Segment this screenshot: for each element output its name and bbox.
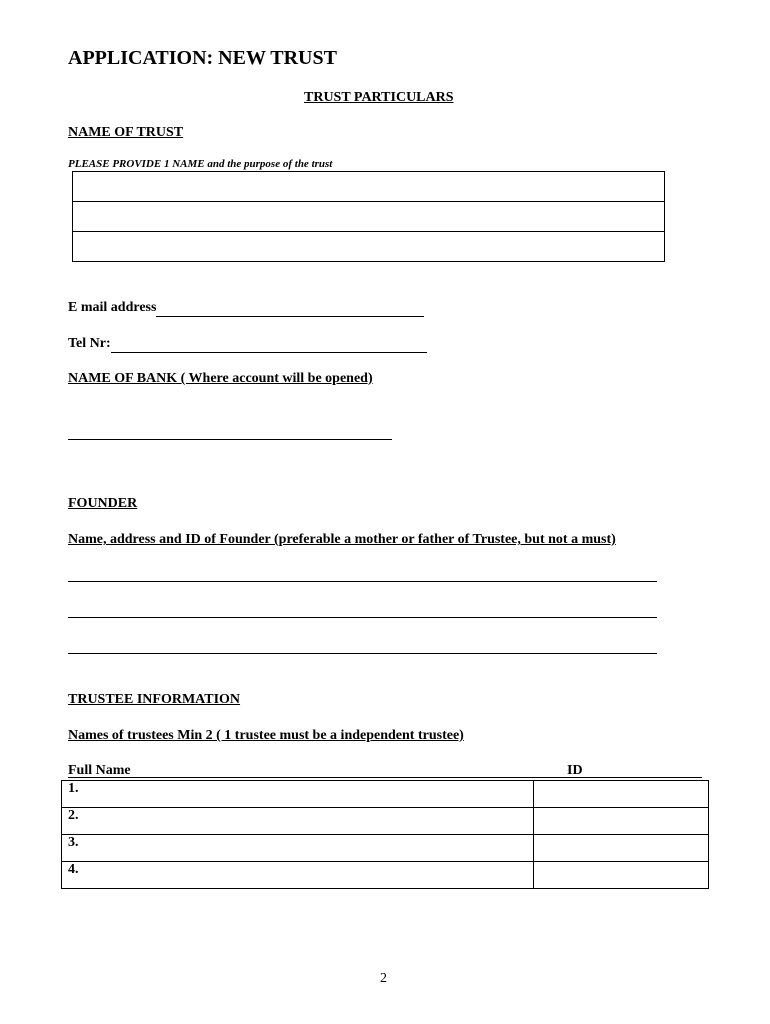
trustee-id-cell[interactable] <box>534 781 709 808</box>
trust-particulars-heading: TRUST PARTICULARS <box>304 90 454 105</box>
founder-heading: FOUNDER <box>68 496 138 511</box>
email-label: E mail address <box>68 300 157 315</box>
trustee-id-cell[interactable] <box>534 808 709 835</box>
trustee-header-rule <box>68 777 702 778</box>
trust-name-field-2[interactable] <box>73 202 665 232</box>
email-row <box>68 300 424 317</box>
founder-instruction: Name, address and ID of Founder (preferable a mother or father of Trustee, but not a must) <box>68 532 616 547</box>
table-row <box>62 781 709 808</box>
founder-line-3[interactable] <box>68 653 657 654</box>
tel-field[interactable] <box>111 336 427 353</box>
founder-line-1[interactable] <box>68 581 657 582</box>
bank-name-field[interactable] <box>68 439 392 440</box>
bank-heading: NAME OF BANK ( Where account will be opened) <box>68 371 373 386</box>
id-header: ID <box>567 763 583 778</box>
table-row <box>62 835 709 862</box>
name-of-trust-note: PLEASE PROVIDE 1 NAME and the purpose of the trust <box>68 158 333 170</box>
trustee-instruction: Names of trustees Min 2 ( 1 trustee must be a independent trustee) <box>68 728 464 743</box>
page-number: 2 <box>380 971 387 986</box>
trust-name-table <box>72 171 665 262</box>
table-row <box>62 808 709 835</box>
trustee-table <box>61 780 709 889</box>
email-field[interactable] <box>156 300 424 317</box>
trustee-heading: TRUSTEE INFORMATION <box>68 692 241 707</box>
tel-label: Tel Nr: <box>68 336 111 351</box>
trustee-name-cell[interactable]: 3. <box>62 835 534 862</box>
trustee-name-cell[interactable]: 4. <box>62 862 534 889</box>
name-of-trust-heading: NAME OF TRUST <box>68 125 184 140</box>
trust-name-field-1[interactable] <box>73 172 665 202</box>
full-name-header: Full Name <box>68 763 131 778</box>
trustee-id-cell[interactable] <box>534 835 709 862</box>
table-row <box>62 862 709 889</box>
trustee-name-cell[interactable]: 1. <box>62 781 534 808</box>
trust-name-field-3[interactable] <box>73 232 665 262</box>
trustee-id-cell[interactable] <box>534 862 709 889</box>
founder-line-2[interactable] <box>68 617 657 618</box>
page-title: APPLICATION: NEW TRUST <box>68 47 337 69</box>
trustee-name-cell[interactable]: 2. <box>62 808 534 835</box>
tel-row <box>68 336 427 353</box>
